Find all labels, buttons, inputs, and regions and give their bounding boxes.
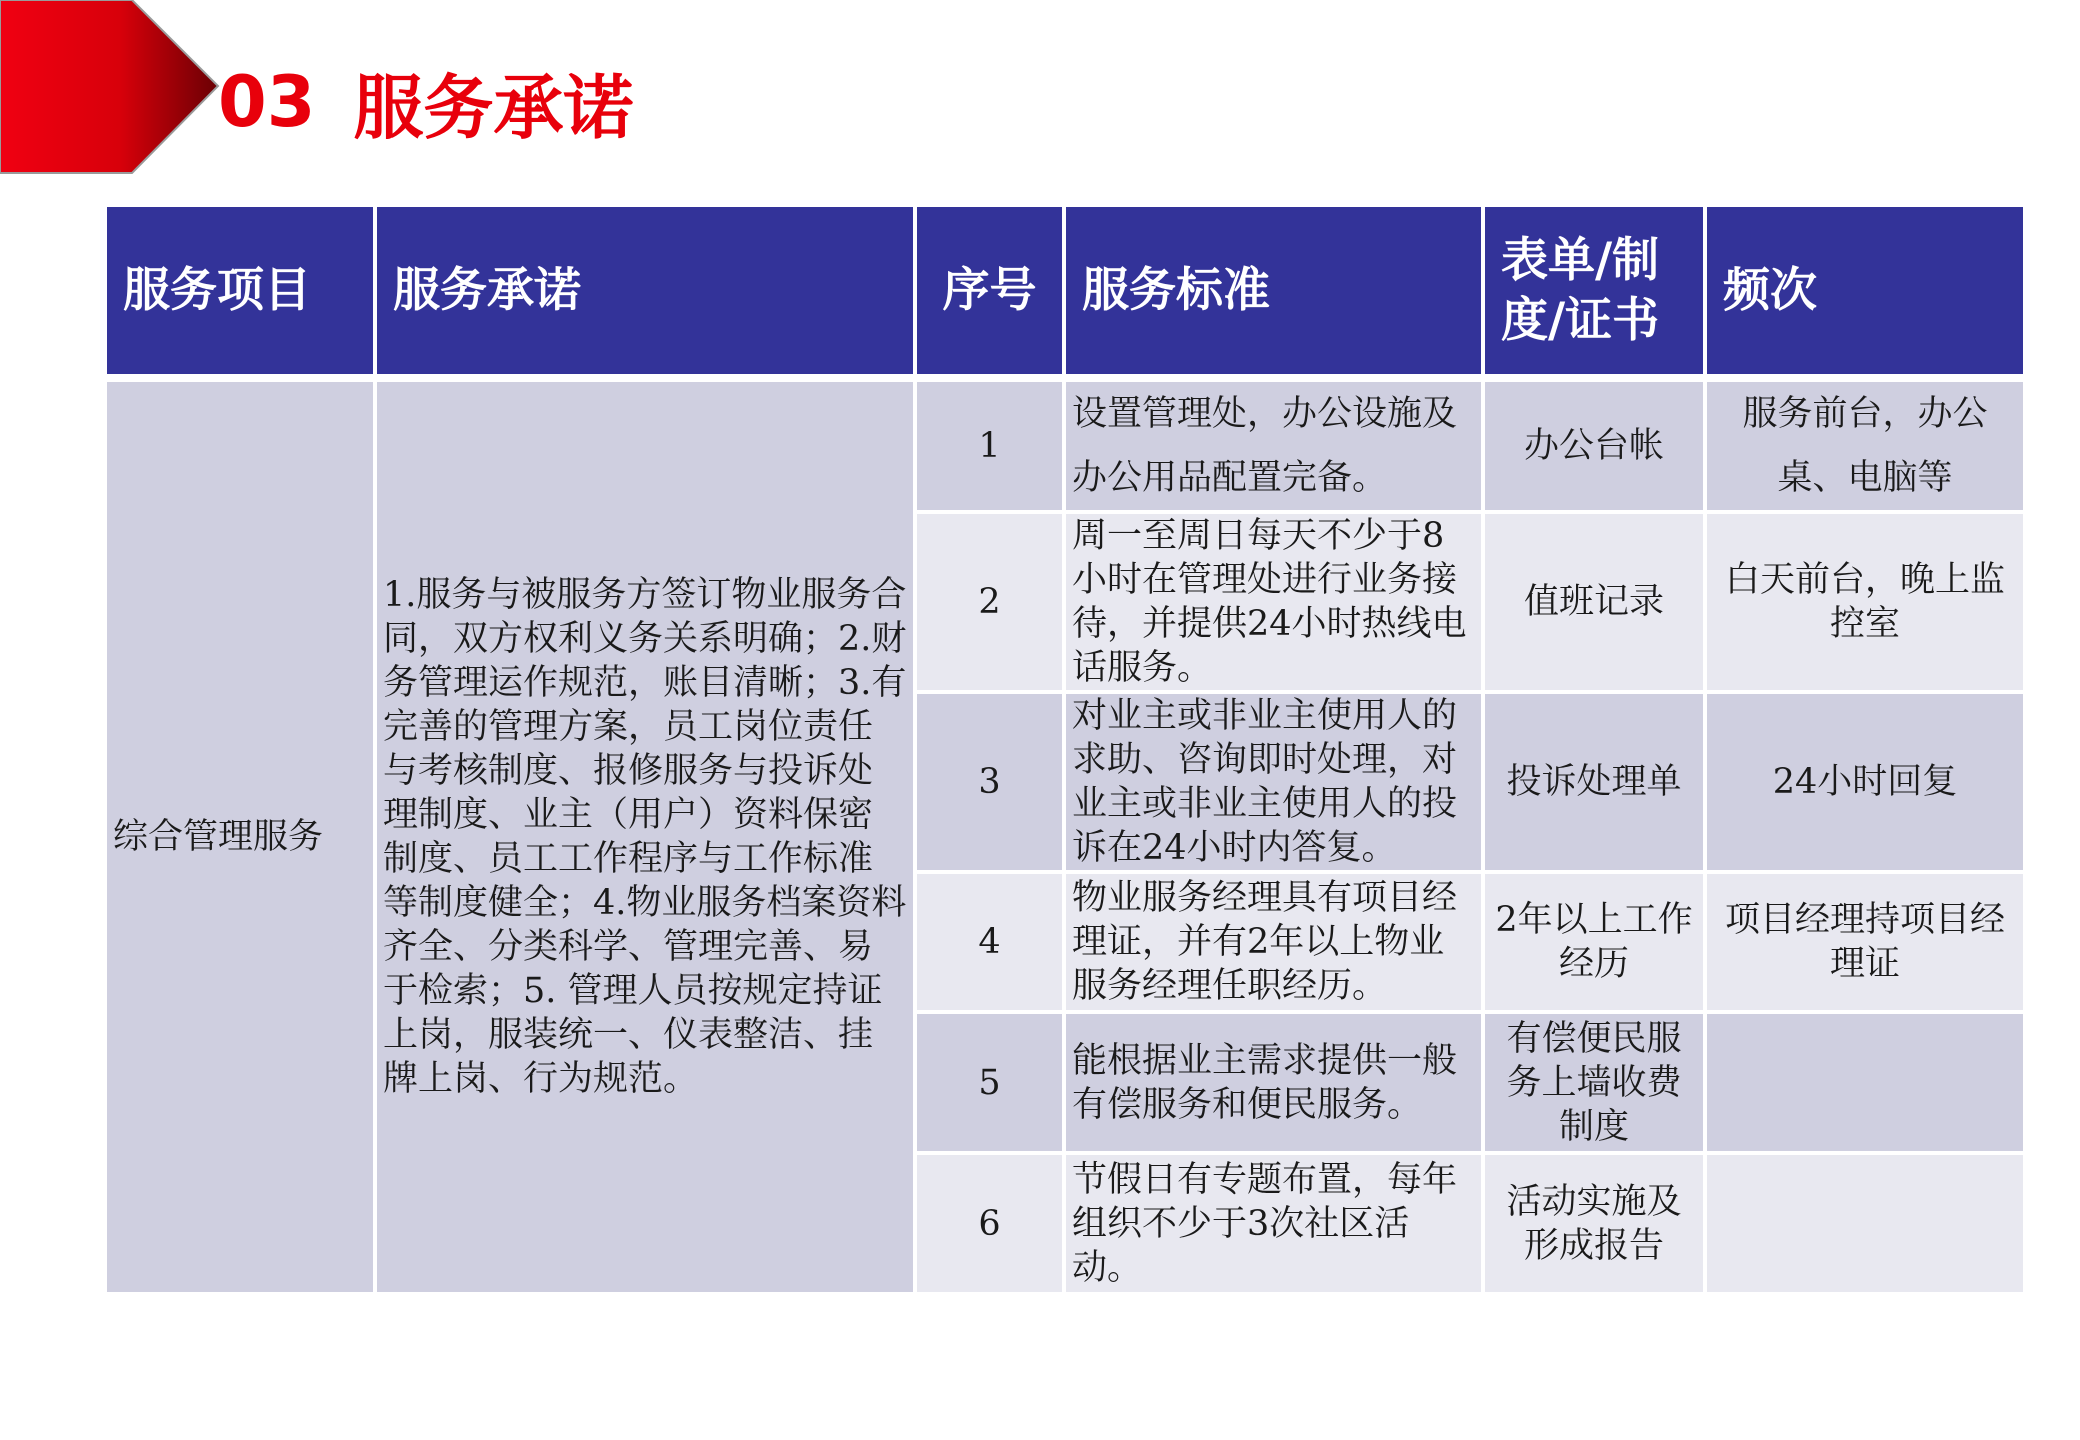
- standard-cell: 设置管理处，办公设施及办公用品配置完备。: [1066, 382, 1481, 510]
- forms-cell: 投诉处理单: [1485, 694, 1703, 870]
- header-service-standard: 服务标准: [1066, 207, 1481, 374]
- frequency-cell: [1707, 1014, 2023, 1151]
- slide-title: [218, 52, 633, 152]
- frequency-cell: [1707, 1155, 2023, 1292]
- title-number: 03: [218, 61, 316, 143]
- frequency-cell: 服务前台，办公桌、电脑等: [1707, 382, 2023, 510]
- standard-cell: 对业主或非业主使用人的求助、咨询即时处理，对业主或非业主使用人的投诉在24小时内答复。: [1066, 694, 1481, 870]
- header-service-promise: 服务承诺: [377, 207, 913, 374]
- frequency-cell: 24小时回复: [1707, 694, 2023, 870]
- seq-cell: 2: [917, 514, 1062, 690]
- header-seq: 序号: [917, 207, 1062, 374]
- forms-cell: 有偿便民服务上墙收费制度: [1485, 1014, 1703, 1151]
- forms-cell: 活动实施及形成报告: [1485, 1155, 1703, 1292]
- title-text: 服务承诺: [353, 66, 634, 149]
- standard-cell: 周一至周日每天不少于8小时在管理处进行业务接待，并提供24小时热线电话服务。: [1066, 514, 1481, 690]
- forms-cell: 办公台帐: [1485, 382, 1703, 510]
- seq-cell: 3: [917, 694, 1062, 870]
- title-arrow-decoration: [0, 0, 220, 175]
- header-frequency: 频次: [1707, 207, 2023, 374]
- service-promise-cell: 1.服务与被服务方签订物业服务合同，双方权利义务关系明确；2.财务管理运作规范，账目清晰；3.有完善的管理方案，员工岗位责任与考核制度、报修服务与投诉处理制度、业主（用户）资料保密制度、员工工作程序与工作标准等制度健全；4.物业服务档案资料齐全、分类科学、管理完善、易于检索；5. 管理人员按规定持证上岗，服装统一、仪表整洁、挂牌上岗、行为规范。: [377, 382, 913, 1292]
- service-commitment-table: [103, 203, 2027, 1296]
- standard-cell: 物业服务经理具有项目经理证，并有2年以上物业服务经理任职经历。: [1066, 874, 1481, 1010]
- table-row: [107, 382, 2023, 510]
- standard-cell: 节假日有专题布置，每年组织不少于3次社区活动。: [1066, 1155, 1481, 1292]
- forms-cell: 2年以上工作经历: [1485, 874, 1703, 1010]
- seq-cell: 5: [917, 1014, 1062, 1151]
- seq-cell: 1: [917, 382, 1062, 510]
- header-forms: 表单/制度/证书: [1485, 207, 1703, 374]
- seq-cell: 6: [917, 1155, 1062, 1292]
- forms-cell: 值班记录: [1485, 514, 1703, 690]
- header-service-item: 服务项目: [107, 207, 373, 374]
- service-item-cell: 综合管理服务: [107, 382, 373, 1292]
- frequency-cell: 白天前台，晚上监控室: [1707, 514, 2023, 690]
- frequency-cell: 项目经理持项目经理证: [1707, 874, 2023, 1010]
- standard-cell: 能根据业主需求提供一般有偿服务和便民服务。: [1066, 1014, 1481, 1151]
- seq-cell: 4: [917, 874, 1062, 1010]
- table-header-row: [107, 207, 2023, 374]
